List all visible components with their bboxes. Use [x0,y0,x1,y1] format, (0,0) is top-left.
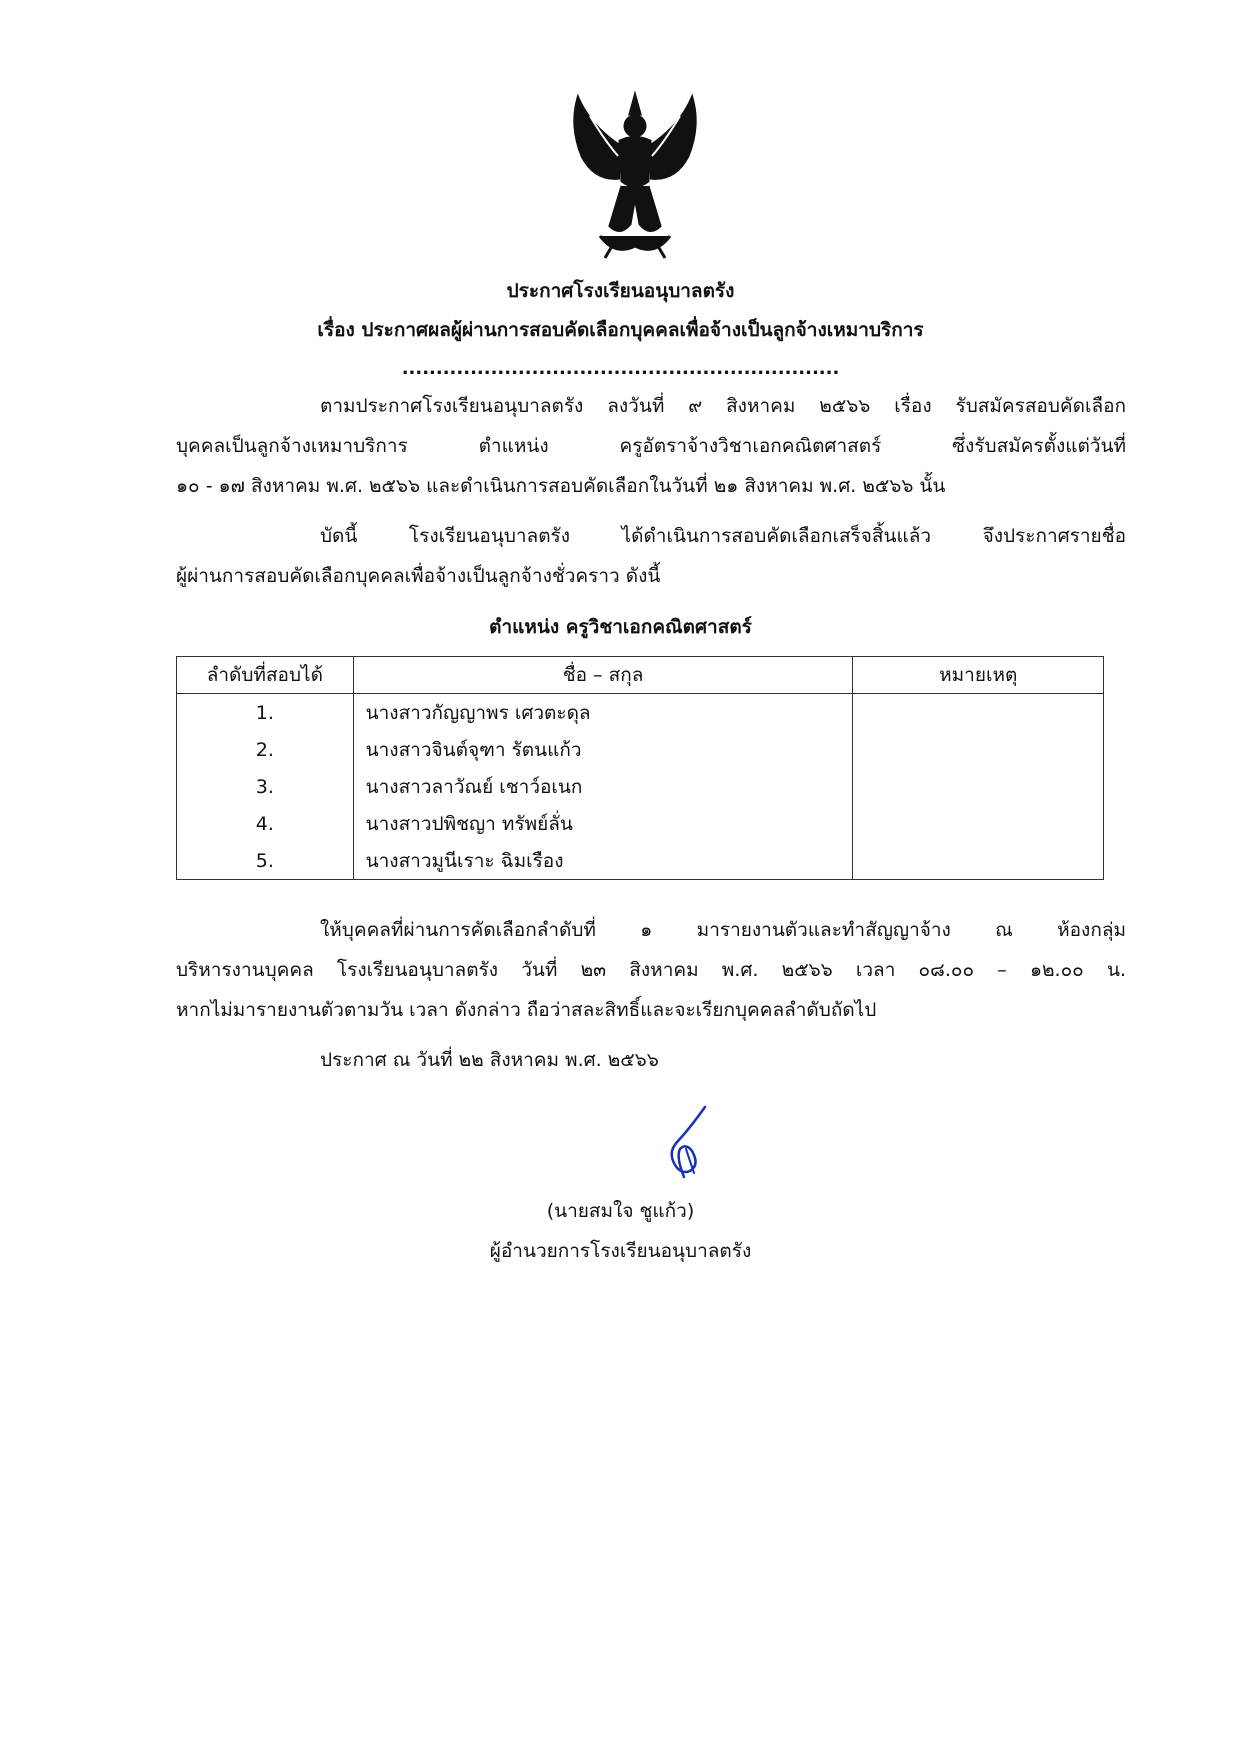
announcement-title: ประกาศโรงเรียนอนุบาลตรัง [506,280,735,302]
note-cell [853,768,1104,805]
table-row [177,842,1104,880]
intro-line: บัดนี้ โรงเรียนอนุบาลตรัง ได้ดำเนินการสอบคัดเลือกเสร็จสิ้นแล้ว จึงประกาศรายชื่อ [320,525,1126,547]
announcement-subject: เรื่อง ประกาศผลผู้ผ่านการสอบคัดเลือกบุคคลเพื่อจ้างเป็นลูกจ้างเหมาบริการ [317,319,924,341]
name-cell: นางสาวปพิชญา ทรัพย์ลั่น [353,805,853,842]
table-row [177,768,1104,805]
name-cell: นางสาวกัญญาพร เศวตะดุล [353,694,853,732]
rank-cell: 3. [177,768,354,805]
garuda-emblem-icon [560,86,710,266]
header-name: ชื่อ – สกุล [353,657,853,694]
note-cell [853,731,1104,768]
signature-icon [650,1103,720,1183]
signatory-title: ผู้อำนวยการโรงเรียนอนุบาลตรัง [489,1240,752,1262]
intro-line: ผู้ผ่านการสอบคัดเลือกบุคคลเพื่อจ้างเป็นลูกจ้างชั่วคราว ดังนี้ [176,565,661,587]
rank-cell: 1. [177,694,354,732]
note-cell [853,842,1104,880]
instruction-line: ให้บุคคลที่ผ่านการคัดเลือกลำดับที่ ๑ มารายงานตัวและทำสัญญาจ้าง ณ ห้องกลุ่ม [320,919,1126,941]
results-table [176,656,1104,880]
position-title: ตำแหน่ง ครูวิชาเอกคณิตศาสตร์ [489,616,752,638]
instruction-line: หากไม่มารายงานตัวตามวัน เวลา ดังกล่าว ถือว่าสละสิทธิ์และจะเรียกบุคคลลำดับถัดไป [176,999,877,1021]
note-cell [853,694,1104,732]
intro-line: บุคคลเป็นลูกจ้างเหมาบริการ ตำแหน่ง ครูอัตราจ้างวิชาเอกคณิตศาสตร์ ซึ่งรับสมัครตั้งแต่วันที่ [176,435,1126,457]
table-header-row [177,657,1104,694]
table-row [177,694,1104,732]
rank-cell: 2. [177,731,354,768]
announce-date: ประกาศ ณ วันที่ ๒๒ สิงหาคม พ.ศ. ๒๕๖๖ [320,1049,659,1071]
intro-line: ๑๐ - ๑๗ สิงหาคม พ.ศ. ๒๕๖๖ และดำเนินการสอบคัดเลือกในวันที่ ๒๑ สิงหาคม พ.ศ. ๒๕๖๖ นั้น [176,475,946,497]
signatory-name: (นายสมใจ ชูแก้ว) [546,1200,695,1222]
note-cell [853,805,1104,842]
instruction-line: บริหารงานบุคคล โรงเรียนอนุบาลตรัง วันที่ ๒๓ สิงหาคม พ.ศ. ๒๕๖๖ เวลา ๐๘.๐๐ – ๑๒.๐๐ น. [176,959,1126,981]
header-note: หมายเหตุ [853,657,1104,694]
header-rank: ลำดับที่สอบได้ [177,657,354,694]
table-row [177,805,1104,842]
separator-line: ................................................................ [401,358,840,379]
name-cell: นางสาวมูนีเราะ ฉิมเรือง [353,842,853,880]
table-row [177,731,1104,768]
rank-cell: 4. [177,805,354,842]
rank-cell: 5. [177,842,354,880]
intro-line: ตามประกาศโรงเรียนอนุบาลตรัง ลงวันที่ ๙ สิงหาคม ๒๕๖๖ เรื่อง รับสมัครสอบคัดเลือก [320,395,1126,417]
name-cell: นางสาวจินต์จุฑา รัตนแก้ว [353,731,853,768]
name-cell: นางสาวลาวัณย์ เชาว์อเนก [353,768,853,805]
